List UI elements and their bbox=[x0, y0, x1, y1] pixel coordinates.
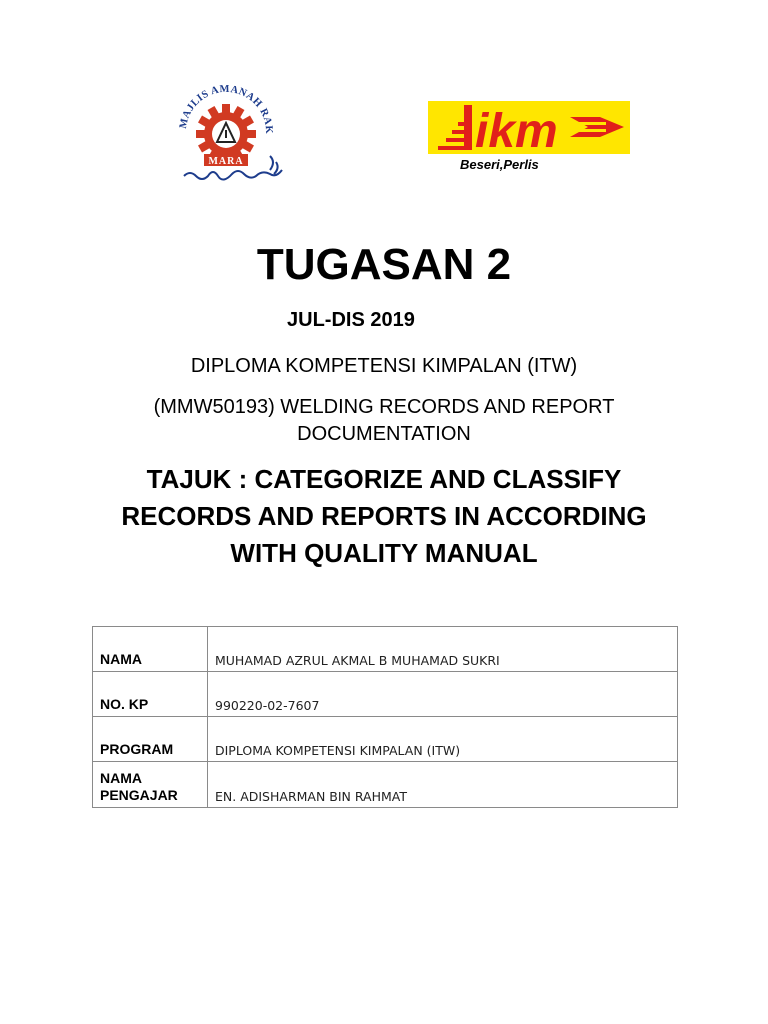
course-title-line-2: DOCUMENTATION bbox=[297, 423, 471, 445]
svg-text:ikm: ikm bbox=[475, 105, 558, 154]
session-label: JUL-DIS 2019 bbox=[287, 309, 415, 331]
ikm-arrow-logo-icon bbox=[428, 101, 630, 154]
table-row bbox=[93, 717, 678, 762]
ikm-location: Beseri,Perlis bbox=[460, 157, 539, 172]
row-value: DIPLOMA KOMPETENSI KIMPALAN (ITW) bbox=[208, 717, 678, 762]
row-label: PROGRAM bbox=[93, 717, 208, 762]
row-value: MUHAMAD AZRUL AKMAL B MUHAMAD SUKRI bbox=[208, 627, 678, 672]
table-row bbox=[93, 627, 678, 672]
topic-heading bbox=[60, 461, 708, 572]
program-name: DIPLOMA KOMPETENSI KIMPALAN (ITW) bbox=[190, 355, 578, 377]
topic-line-2: RECORDS AND REPORTS IN ACCORDING bbox=[121, 501, 647, 531]
row-label: NAMA PENGAJAR bbox=[93, 762, 208, 808]
row-value: 990220-02-7607 bbox=[208, 672, 678, 717]
table-row bbox=[93, 762, 678, 808]
mara-gear-logo-icon bbox=[172, 84, 290, 184]
course-title bbox=[0, 394, 768, 448]
ikm-logo bbox=[428, 101, 630, 154]
course-title-line-1: (MMW50193) WELDING RECORDS AND REPORT bbox=[153, 396, 615, 418]
row-label: NAMA bbox=[93, 627, 208, 672]
row-value: EN. ADISHARMAN BIN RAHMAT bbox=[208, 762, 678, 808]
row-label: NO. KP bbox=[93, 672, 208, 717]
svg-text:MAJLIS AMANAH RAKYAT: MAJLIS AMANAH RAK bbox=[177, 84, 275, 135]
student-info-table bbox=[92, 626, 678, 808]
svg-text:MARA: MARA bbox=[208, 156, 244, 167]
topic-line-1: TAJUK : CATEGORIZE AND CLASSIFY bbox=[146, 464, 622, 494]
topic-line-3: WITH QUALITY MANUAL bbox=[230, 538, 538, 568]
document-title: TUGASAN 2 bbox=[256, 240, 512, 289]
mara-logo bbox=[172, 84, 290, 184]
table-row bbox=[93, 672, 678, 717]
